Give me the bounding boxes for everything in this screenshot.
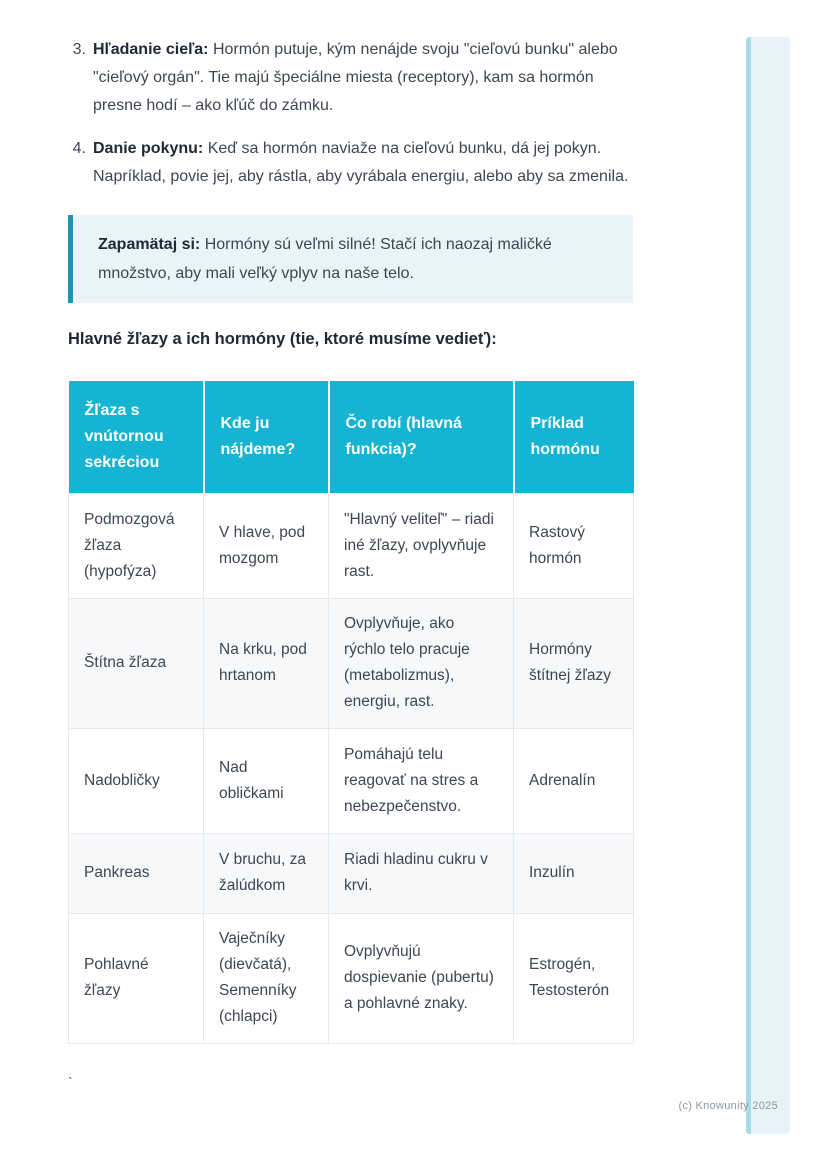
- table-cell: Inzulín: [514, 833, 634, 913]
- callout-text: [98, 230, 609, 288]
- table-row: [69, 913, 634, 1043]
- table-cell: Štítna žľaza: [69, 598, 204, 728]
- right-margin-stripe: [746, 37, 790, 1134]
- list-item-body: Keď sa hormón naviaže na cieľovú bunku, dá jej pokyn. Napríklad, povie jej, aby rástla, aby vyrábala energiu, alebo aby sa zmenila.: [93, 140, 629, 185]
- section-heading: Hlavné žľazy a ich hormóny (tie, ktoré musíme vedieť):: [68, 330, 497, 348]
- list-item-number: 3.: [72, 41, 86, 58]
- callout-bold-lead: Zapamätaj si:: [98, 236, 201, 253]
- table-cell: Ovplyvňujú dospievanie (pubertu) a pohlavné znaky.: [329, 913, 514, 1043]
- table-cell: Riadi hladinu cukru v krvi.: [329, 833, 514, 913]
- table-cell: Pohlavné žľazy: [69, 913, 204, 1043]
- table-cell: V hlave, pod mozgom: [204, 493, 329, 598]
- document-content: [68, 36, 633, 1090]
- list-item-number: 4.: [72, 140, 86, 157]
- table-cell: Ovplyvňuje, ako rýchlo telo pracuje (metabolizmus), energiu, rast.: [329, 598, 514, 728]
- table-cell: Nadobličky: [69, 728, 204, 833]
- table-header-cell: Žľaza s vnútornou sekréciou: [69, 381, 204, 493]
- table-row: [69, 833, 634, 913]
- table-header-cell: Čo robí (hlavná funkcia)?: [329, 381, 514, 493]
- numbered-list: [68, 36, 633, 191]
- table-cell: Podmozgová žľaza (hypofýza): [69, 493, 204, 598]
- table-header-cell: Príklad hormónu: [514, 381, 634, 493]
- list-item-bold-lead: Hľadanie cieľa:: [93, 41, 209, 58]
- list-item-body: Hormón putuje, kým nenájde svoju "cieľovú bunku" alebo "cieľový orgán". Tie majú špeciálne miesta (receptory), kam sa hormón presne hodí – ako kľúč do zámku.: [93, 41, 618, 114]
- table-cell: V bruchu, za žalúdkom: [204, 833, 329, 913]
- table-cell: Nad obličkami: [204, 728, 329, 833]
- list-item-text: [93, 135, 633, 191]
- table-cell: Vaječníky (dievčatá), Semenníky (chlapci): [204, 913, 329, 1043]
- table-cell: Pankreas: [69, 833, 204, 913]
- table-cell: Hormóny štítnej žľazy: [514, 598, 634, 728]
- table-header-cell: Kde ju nájdeme?: [204, 381, 329, 493]
- table-cell: Na krku, pod hrtanom: [204, 598, 329, 728]
- list-item-bold-lead: Danie pokynu:: [93, 140, 204, 157]
- callout-body: Hormóny sú veľmi silné! Stačí ich naozaj maličké množstvo, aby mali veľký vplyv na naše telo.: [98, 236, 552, 282]
- table-body: [69, 493, 634, 1043]
- table-cell: "Hlavný veliteľ" – riadi iné žľazy, ovplyvňuje rast.: [329, 493, 514, 598]
- table-cell: Adrenalín: [514, 728, 634, 833]
- table-cell: Pomáhajú telu reagovať na stres a nebezpečenstvo.: [329, 728, 514, 833]
- glands-table: [68, 381, 634, 1044]
- table-header-row: [69, 381, 634, 493]
- table-row: [69, 728, 634, 833]
- table-cell: Estrogén, Testosterón: [514, 913, 634, 1043]
- table-row: [69, 598, 634, 728]
- list-item: [68, 135, 633, 191]
- list-item-text: [93, 36, 633, 120]
- table-cell: Rastový hormón: [514, 493, 634, 598]
- copyright-footer: (c) Knowunity 2025: [678, 1100, 778, 1112]
- stray-backtick-mark: `: [68, 1073, 73, 1090]
- table-row: [69, 493, 634, 598]
- list-item: [68, 36, 633, 120]
- remember-callout: [68, 215, 633, 303]
